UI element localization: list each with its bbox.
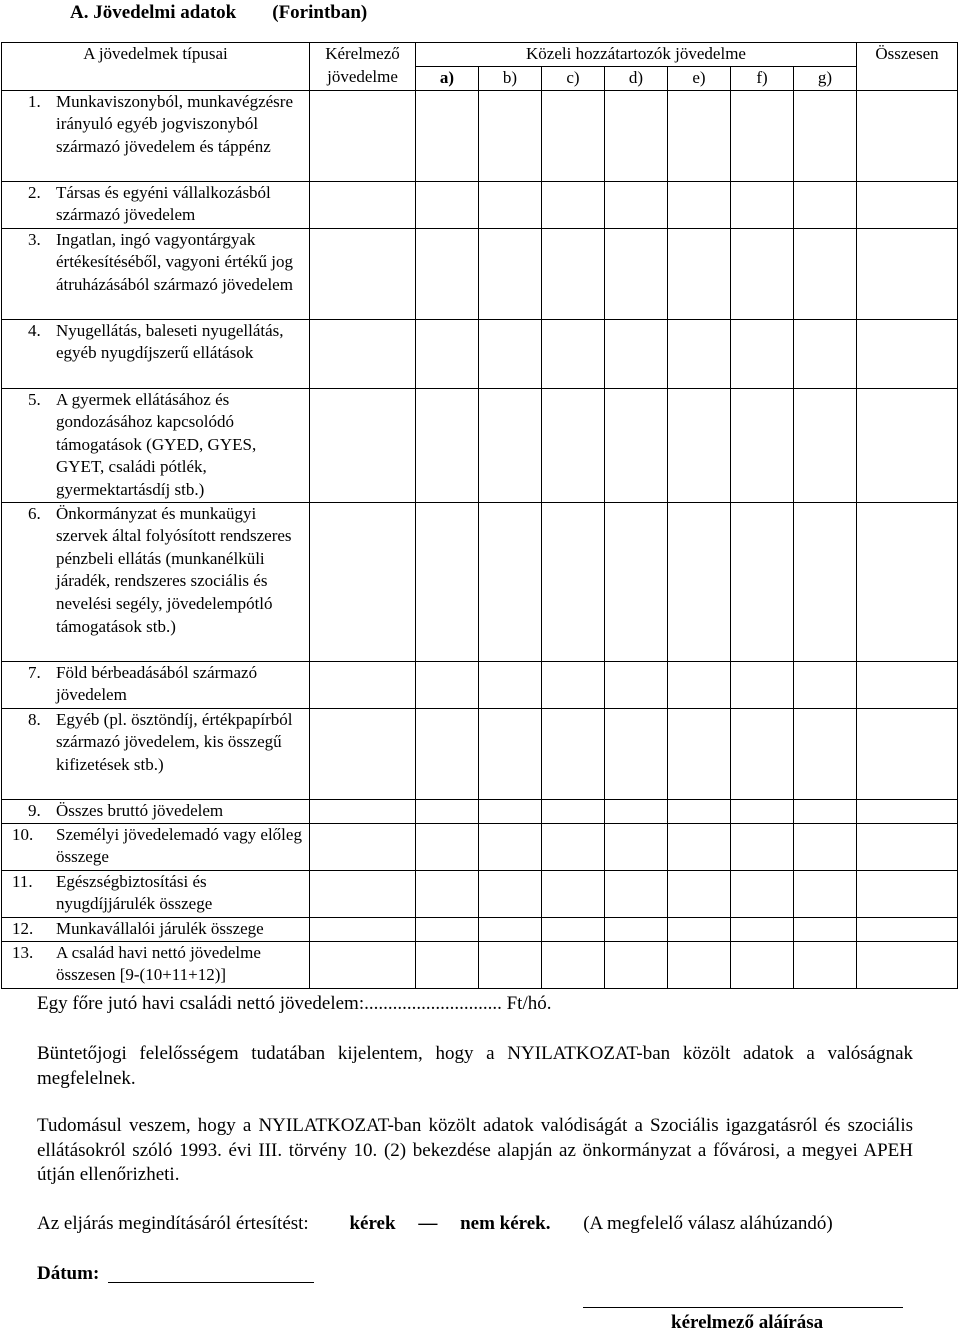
amount-cell[interactable] [605, 388, 668, 502]
amount-cell[interactable] [416, 90, 479, 181]
income-type-cell [2, 319, 310, 388]
amount-cell[interactable] [857, 823, 958, 870]
amount-cell[interactable] [794, 90, 857, 181]
amount-cell[interactable] [416, 917, 479, 941]
amount-cell[interactable] [794, 228, 857, 319]
amount-cell[interactable] [479, 90, 542, 181]
table-row [2, 319, 958, 388]
income-type-cell [2, 799, 310, 823]
amount-cell[interactable] [857, 90, 958, 181]
row-label: Munkavállalói járulék összege [56, 918, 264, 938]
table-row [2, 870, 958, 917]
amount-cell[interactable] [794, 661, 857, 708]
row-number: 9. [28, 800, 41, 820]
amount-cell[interactable] [605, 181, 668, 228]
amount-cell[interactable] [668, 708, 731, 799]
row-number: 10. [12, 824, 34, 844]
amount-cell[interactable] [310, 661, 416, 708]
amount-cell[interactable] [794, 941, 857, 988]
amount-cell[interactable] [542, 917, 605, 941]
amount-cell[interactable] [310, 388, 416, 502]
amount-cell[interactable] [479, 319, 542, 388]
amount-cell[interactable] [310, 799, 416, 823]
amount-cell[interactable] [857, 708, 958, 799]
amount-cell[interactable] [731, 319, 794, 388]
table-row [2, 941, 958, 988]
header-relative-col: f) [731, 67, 794, 91]
row-number: 13. [12, 942, 34, 962]
row-number: 4. [28, 320, 41, 340]
row-label: Munkaviszonyból, munkavégzésre irányuló egyéb jogviszonyból származó jövedelem és táppénz [56, 91, 293, 156]
header-relative-col: e) [668, 67, 731, 91]
amount-cell[interactable] [668, 823, 731, 870]
amount-cell[interactable] [416, 319, 479, 388]
table-row [2, 181, 958, 228]
amount-cell[interactable] [542, 799, 605, 823]
row-number: 2. [28, 182, 41, 202]
income-type-cell [2, 870, 310, 917]
amount-cell[interactable] [479, 799, 542, 823]
amount-cell[interactable] [668, 181, 731, 228]
amount-cell[interactable] [731, 870, 794, 917]
amount-cell[interactable] [542, 319, 605, 388]
amount-cell[interactable] [731, 502, 794, 661]
income-type-cell [2, 502, 310, 661]
amount-cell[interactable] [479, 502, 542, 661]
amount-cell[interactable] [605, 661, 668, 708]
amount-cell[interactable] [731, 799, 794, 823]
amount-cell[interactable] [857, 319, 958, 388]
table-row [2, 228, 958, 319]
row-label: Nyugellátás, baleseti nyugellátás, egyéb nyugdíjszerű ellátások [56, 320, 284, 363]
amount-cell[interactable] [857, 181, 958, 228]
row-label: Személyi jövedelemadó vagy előleg összege [56, 824, 302, 867]
amount-cell[interactable] [542, 181, 605, 228]
signature-line[interactable] [583, 1307, 903, 1308]
header-relative-col: c) [542, 67, 605, 91]
row-number: 3. [28, 229, 41, 249]
row-number: 1. [28, 91, 41, 111]
amount-cell[interactable] [416, 941, 479, 988]
amount-cell[interactable] [857, 917, 958, 941]
header-total: Összesen [857, 43, 958, 91]
row-number: 8. [28, 709, 41, 729]
amount-cell[interactable] [731, 228, 794, 319]
amount-cell[interactable] [479, 708, 542, 799]
table-row [2, 90, 958, 181]
table-row [2, 388, 958, 502]
row-label: Föld bérbeadásából származó jövedelem [56, 662, 258, 705]
row-label: Egészségbiztosítási és nyugdíjjárulék összege [56, 871, 213, 914]
amount-cell[interactable] [605, 941, 668, 988]
amount-cell[interactable] [731, 941, 794, 988]
amount-cell[interactable] [668, 388, 731, 502]
per-capita-income-line: Egy főre jutó havi családi nettó jövedelem:............................. Ft/hó. [37, 993, 552, 1014]
amount-cell[interactable] [416, 388, 479, 502]
income-type-cell [2, 388, 310, 502]
table-row [2, 823, 958, 870]
row-label: Társas és egyéni vállalkozásból származó jövedelem [56, 182, 271, 225]
amount-cell[interactable] [605, 228, 668, 319]
amount-cell[interactable] [542, 708, 605, 799]
table-row [2, 917, 958, 941]
income-type-cell [2, 181, 310, 228]
amount-cell[interactable] [479, 181, 542, 228]
amount-cell[interactable] [794, 823, 857, 870]
amount-cell[interactable] [605, 870, 668, 917]
amount-cell[interactable] [668, 661, 731, 708]
amount-cell[interactable] [416, 823, 479, 870]
amount-cell[interactable] [416, 661, 479, 708]
amount-cell[interactable] [794, 502, 857, 661]
amount-cell[interactable] [731, 181, 794, 228]
section-subtitle: (Forintban) [272, 2, 368, 23]
amount-cell[interactable] [542, 823, 605, 870]
amount-cell[interactable] [668, 502, 731, 661]
income-type-cell [2, 661, 310, 708]
income-type-cell [2, 90, 310, 181]
header-applicant-income [310, 43, 416, 91]
income-type-cell [2, 917, 310, 941]
income-table [1, 42, 958, 989]
row-number: 6. [28, 503, 41, 523]
amount-cell[interactable] [857, 661, 958, 708]
row-label: Összes bruttó jövedelem [56, 800, 224, 820]
amount-cell[interactable] [857, 941, 958, 988]
amount-cell[interactable] [731, 823, 794, 870]
amount-cell[interactable] [310, 319, 416, 388]
income-type-cell [2, 941, 310, 988]
amount-cell[interactable] [310, 917, 416, 941]
table-row [2, 502, 958, 661]
header-income-type: A jövedelmek típusai [2, 43, 310, 91]
table-row [2, 708, 958, 799]
income-type-cell [2, 823, 310, 870]
amount-cell[interactable] [605, 799, 668, 823]
row-label: Egyéb (pl. ösztöndíj, értékpapírból származó jövedelem, kis összegű kifizetések stb.) [56, 709, 293, 774]
amount-cell[interactable] [479, 917, 542, 941]
amount-cell[interactable] [310, 823, 416, 870]
amount-cell[interactable] [731, 90, 794, 181]
amount-cell[interactable] [857, 502, 958, 661]
amount-cell[interactable] [416, 502, 479, 661]
amount-cell[interactable] [542, 388, 605, 502]
amount-cell[interactable] [416, 228, 479, 319]
amount-cell[interactable] [794, 319, 857, 388]
amount-cell[interactable] [857, 799, 958, 823]
amount-cell[interactable] [416, 181, 479, 228]
table-row [2, 661, 958, 708]
amount-cell[interactable] [668, 319, 731, 388]
header-applicant-line2: jövedelme [327, 66, 398, 86]
amount-cell[interactable] [668, 870, 731, 917]
amount-cell[interactable] [310, 941, 416, 988]
signature-label: kérelmező aláírása [671, 1312, 824, 1333]
amount-cell[interactable] [605, 502, 668, 661]
notification-option-no-request[interactable]: nem kérek. [460, 1213, 551, 1234]
amount-cell[interactable] [416, 799, 479, 823]
amount-cell[interactable] [310, 502, 416, 661]
amount-cell[interactable] [794, 799, 857, 823]
row-number: 7. [28, 662, 41, 682]
amount-cell[interactable] [794, 870, 857, 917]
amount-cell[interactable] [310, 228, 416, 319]
header-relative-col: d) [605, 67, 668, 91]
amount-cell[interactable] [416, 870, 479, 917]
amount-cell[interactable] [857, 870, 958, 917]
row-number: 11. [12, 871, 33, 891]
row-number: 12. [12, 918, 34, 938]
amount-cell[interactable] [479, 228, 542, 319]
row-label: Ingatlan, ingó vagyontárgyak értékesítéséből, vagyoni értékű jog átruházásából származó jövedelem [56, 229, 293, 294]
amount-cell[interactable] [310, 181, 416, 228]
amount-cell[interactable] [857, 228, 958, 319]
amount-cell[interactable] [542, 661, 605, 708]
amount-cell[interactable] [310, 870, 416, 917]
row-number: 5. [28, 389, 41, 409]
notification-line [37, 1213, 833, 1235]
amount-cell[interactable] [542, 502, 605, 661]
amount-cell[interactable] [542, 870, 605, 917]
amount-cell[interactable] [668, 90, 731, 181]
declaration-criminal-liability: Büntetőjogi felelősségem tudatában kijelentem, hogy a NYILATKOZAT-ban közölt adatok a valóságnak megfelelnek. [37, 1043, 913, 1089]
income-type-cell [2, 228, 310, 319]
row-label: Önkormányzat és munkaügyi szervek által folyósított rendszeres pénzbeli ellátás (munkanélküli járadék, rendszeres szociális és nevelési segély, jövedelempótló támogatások stb.) [56, 503, 292, 636]
amount-cell[interactable] [542, 228, 605, 319]
amount-cell[interactable] [479, 388, 542, 502]
amount-cell[interactable] [542, 90, 605, 181]
amount-cell[interactable] [605, 917, 668, 941]
header-applicant-line1: Kérelmező [325, 44, 400, 63]
amount-cell[interactable] [794, 388, 857, 502]
date-label: Dátum: [37, 1263, 100, 1284]
amount-cell[interactable] [310, 708, 416, 799]
amount-cell[interactable] [731, 388, 794, 502]
amount-cell[interactable] [668, 941, 731, 988]
notification-label: Az eljárás megindításáról értesítést: [37, 1213, 309, 1234]
amount-cell[interactable] [794, 917, 857, 941]
amount-cell[interactable] [668, 228, 731, 319]
amount-cell[interactable] [605, 319, 668, 388]
amount-cell[interactable] [668, 917, 731, 941]
amount-cell[interactable] [479, 823, 542, 870]
amount-cell[interactable] [668, 799, 731, 823]
amount-cell[interactable] [542, 941, 605, 988]
amount-cell[interactable] [605, 90, 668, 181]
amount-cell[interactable] [605, 823, 668, 870]
notification-dash: — [418, 1213, 438, 1234]
header-relatives-income: Közeli hozzátartozók jövedelme [416, 43, 857, 67]
amount-cell[interactable] [857, 388, 958, 502]
row-label: A gyermek ellátásához és gondozásához kapcsolódó támogatások (GYED, GYES, GYET, családi pótlék, gyermektartásdíj stb.) [56, 389, 257, 499]
row-label: A család havi nettó jövedelme összesen [9-(10+11+12)] [56, 942, 261, 985]
amount-cell[interactable] [310, 90, 416, 181]
amount-cell[interactable] [416, 708, 479, 799]
section-title-text: A. Jövedelmi adatok [70, 2, 237, 23]
amount-cell[interactable] [731, 917, 794, 941]
income-type-cell [2, 708, 310, 799]
header-relative-col: a) [416, 67, 479, 91]
date-line[interactable] [108, 1282, 314, 1283]
amount-cell[interactable] [794, 708, 857, 799]
section-title [70, 2, 367, 24]
amount-cell[interactable] [794, 181, 857, 228]
notification-option-request[interactable]: kérek [349, 1213, 396, 1234]
amount-cell[interactable] [605, 708, 668, 799]
amount-cell[interactable] [479, 661, 542, 708]
table-row [2, 799, 958, 823]
amount-cell[interactable] [479, 870, 542, 917]
header-relative-col: g) [794, 67, 857, 91]
declaration-verification: Tudomásul veszem, hogy a NYILATKOZAT-ban közölt adatok valódiságát a Szociális igazgatásról és szociális ellátásokról szóló 1993. évi III. törvény 10. (2) bekezdése alapján az önkormányzat a fővárosi, a megyei APEH útján ellenőrizheti. [37, 1115, 913, 1185]
notification-hint: (A megfelelő válasz aláhúzandó) [583, 1213, 833, 1234]
amount-cell[interactable] [479, 941, 542, 988]
amount-cell[interactable] [731, 661, 794, 708]
amount-cell[interactable] [731, 708, 794, 799]
header-relative-col: b) [479, 67, 542, 91]
